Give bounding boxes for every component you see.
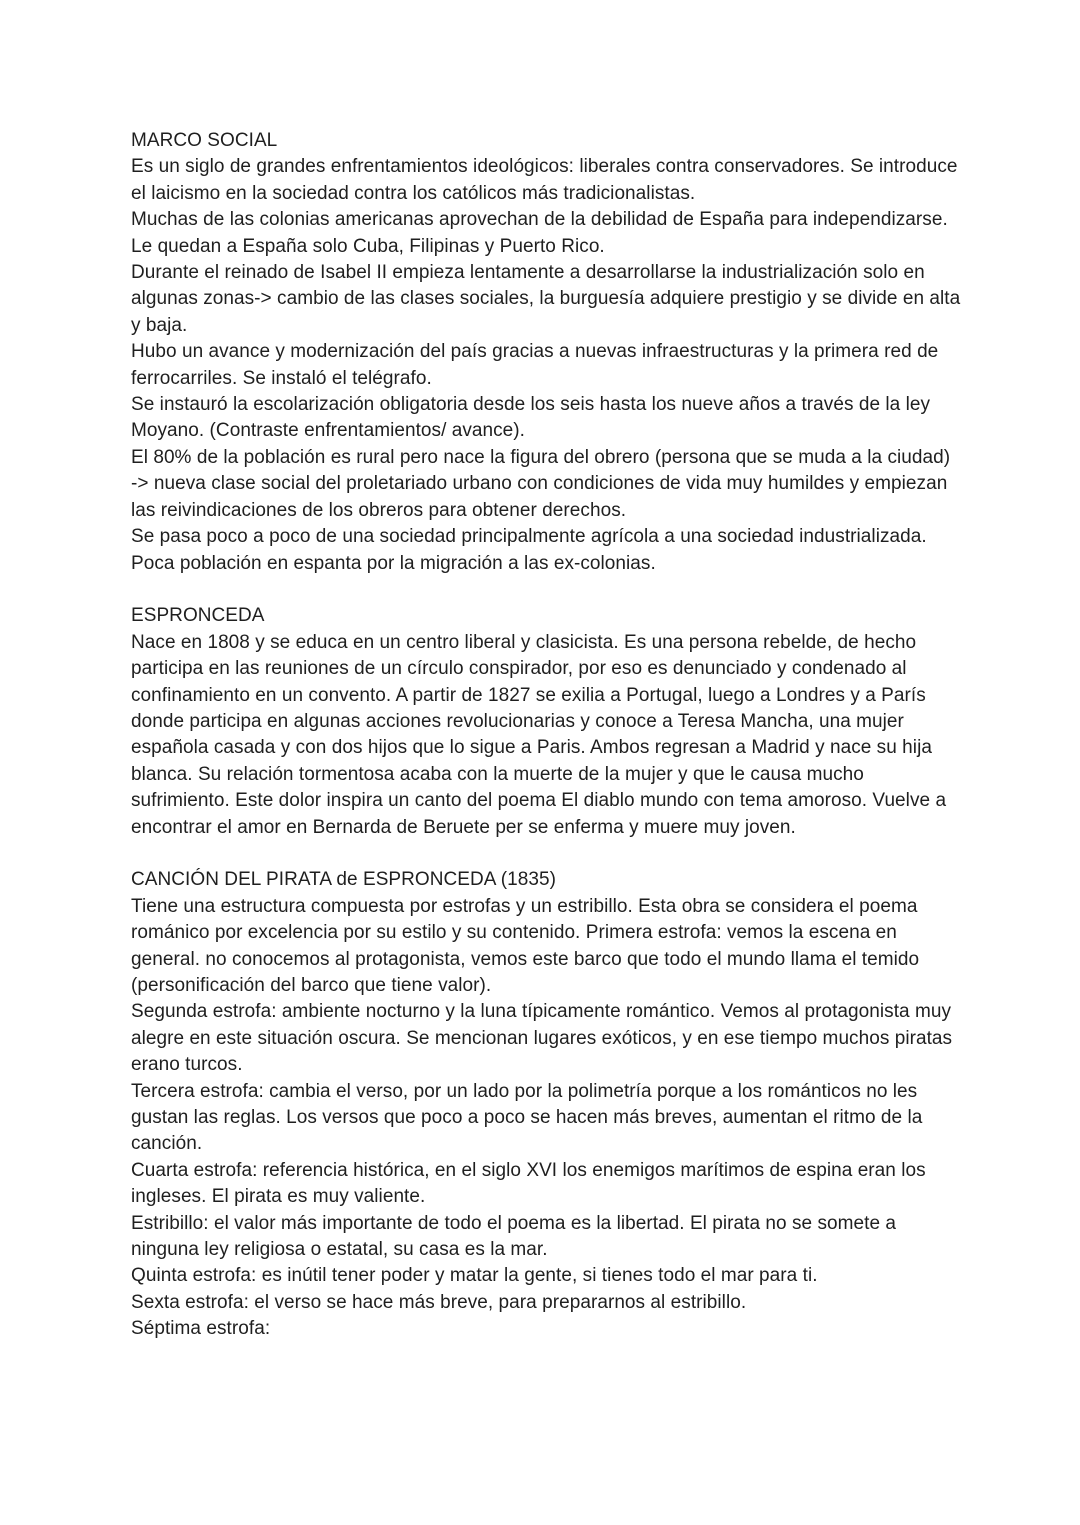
paragraph: Segunda estrofa: ambiente nocturno y la luna típicamente romántico. Vemos al protagonista muy alegre en este situación oscura. Se mencionan lugares exóticos, y en ese tiempo muchos piratas erano turcos.	[131, 1001, 953, 1076]
section-espronceda	[131, 603, 961, 841]
paragraph: Hubo un avance y modernización del país gracias a nuevas infraestructuras y la primera red de ferrocarriles. Se instaló el telégrafo.	[131, 341, 939, 389]
paragraph: Cuarta estrofa: referencia histórica, en el siglo XVI los enemigos marítimos de espina eran los ingleses. El pirata es muy valiente.	[131, 1159, 926, 1208]
section-heading: MARCO SOCIAL	[131, 130, 278, 151]
section-heading: ESPRONCEDA	[131, 605, 265, 627]
paragraph: Nace en 1808 y se educa en un centro liberal y clasicista. Es una persona rebelde, de hecho participa en las reuniones de un círculo conspirador, por eso es denunciado y condenado al confinamiento en un convento. A partir de 1827 se exilia a Portugal, luego a Londres y a París donde participa en algunas acciones revolucionarias y conoce a Teresa Mancha, una mujer española casada y con dos hijos que lo sigue a Paris. Ambos regresan a Madrid y nace su hija blanca. Su relación tormentosa acaba con la muerte de la mujer y que le causa mucho sufrimiento. Este dolor inspira un canto del poema El diablo mundo con tema amoroso. Vuelve a encontrar el amor en Bernarda de Beruete per se enferma y muere muy joven.	[131, 631, 947, 838]
paragraph: Estribillo: el valor más importante de todo el poema es la libertad. El pirata no se somete a ninguna ley religiosa o estatal, su casa es la mar.	[131, 1212, 897, 1261]
paragraph: Es un siglo de grandes enfrentamientos ideológicos: liberales contra conservadores. Se introduce el laicismo en la sociedad contra los católicos más tradicionalistas.	[131, 156, 958, 204]
paragraph: Se pasa poco a poco de una sociedad principalmente agrícola a una sociedad industrializada.	[131, 526, 927, 548]
document-page	[131, 128, 961, 1343]
paragraph: Tercera estrofa: cambia el verso, por un lado por la polimetría porque a los románticos no les gustan las reglas. Los versos que poco a poco se hacen más breves, aumentan el ritmo de la canción.	[131, 1080, 923, 1155]
paragraph: Séptima estrofa:	[131, 1318, 271, 1340]
paragraph: Durante el reinado de Isabel II empieza lentamente a desarrollarse la industrialización solo en algunas zonas-> cambio de las clases sociales, la burguesía adquiere prestigio y se divide en alta y baja.	[131, 262, 961, 336]
section-cancion-del-pirata	[131, 867, 961, 1342]
paragraph: Sexta estrofa: el verso se hace más breve, para prepararnos al estribillo.	[131, 1291, 747, 1313]
section-marco-social	[131, 128, 961, 577]
section-heading: CANCIÓN DEL PIRATA de ESPRONCEDA (1835)	[131, 869, 557, 891]
paragraph: Se instauró la escolarización obligatoria desde los seis hasta los nueve años a través de la ley Moyano. (Contraste enfrentamientos/ avance).	[131, 394, 931, 442]
paragraph: Quinta estrofa: es inútil tener poder y matar la gente, si tienes todo el mar para ti.	[131, 1265, 818, 1287]
paragraph: Tiene una estructura compuesta por estrofas y un estribillo. Esta obra se considera el poema románico por excelencia por su estilo y su contenido. Primera estrofa: vemos la escena en general. no conocemos al protagonista, vemos este barco que todo el mundo llama el temido (personificación del barco que tiene valor).	[131, 895, 920, 996]
paragraph: El 80% de la población es rural pero nace la figura del obrero (persona que se muda a la ciudad) -> nueva clase social del proletariado urbano con condiciones de vida muy humildes y empiezan las reivindicaciones de los obreros para obtener derechos.	[131, 446, 951, 521]
paragraph: Muchas de las colonias americanas aprovechan de la debilidad de España para independizarse. Le quedan a España solo Cuba, Filipinas y Puerto Rico.	[131, 209, 948, 257]
paragraph: Poca población en espanta por la migración a las ex-colonias.	[131, 552, 656, 574]
